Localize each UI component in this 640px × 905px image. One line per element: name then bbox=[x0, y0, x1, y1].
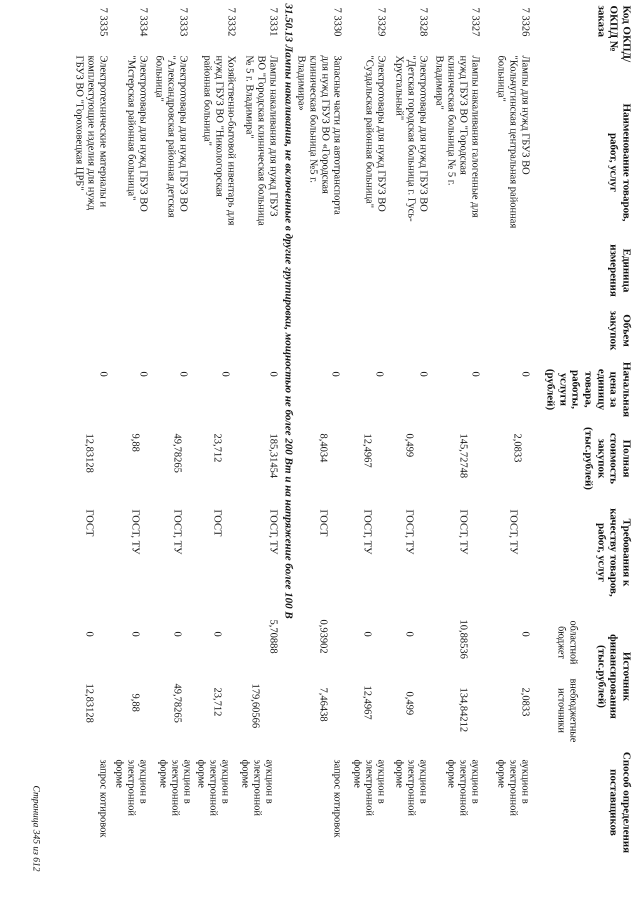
row-code: 7 3332 bbox=[225, 7, 237, 37]
row-code: 7 3335 bbox=[97, 7, 109, 37]
row-name: Лампы накаливания для нужд ГБУЗ ВО "Городская клиническая больница № 5 г. Владимира" bbox=[243, 55, 279, 226]
row-code: 7 3326 bbox=[519, 7, 531, 37]
header-financing-regional: областной бюджет bbox=[556, 620, 579, 665]
row-name: Лампы для нужд ГБУЗ ВО "Кольчугинская центральная районная больница" bbox=[495, 55, 531, 229]
row-code: 7 3333 bbox=[177, 7, 189, 37]
row-requirements: ГОСТ, ТУ bbox=[267, 509, 279, 555]
row-code: 7 3334 bbox=[137, 7, 149, 37]
row-regional: 0 bbox=[361, 631, 373, 637]
header-unit: Единица измерения bbox=[607, 244, 633, 297]
row-name: Электротовары для нужд ГБУЗ ВО "Суздальская районная больница" bbox=[363, 55, 387, 212]
row-code: 7 3329 bbox=[375, 7, 387, 37]
row-total: 0,499 bbox=[403, 433, 415, 458]
row-name: Электротовары для нужд ГБУЗ ВО "Александровская районная детская больница" bbox=[153, 55, 189, 218]
row-regional: 0 bbox=[129, 631, 141, 637]
row-requirements: ГОСТ, ТУ bbox=[457, 509, 469, 555]
row-method: аукцион в электронной форме bbox=[393, 759, 429, 817]
row-regional: 5,70888 bbox=[267, 619, 279, 654]
header-financing-offbudget: внебюджетные источники bbox=[556, 678, 579, 743]
row-offbudget: 49,78265 bbox=[171, 683, 183, 723]
row-regional: 0 bbox=[211, 631, 223, 637]
row-requirements: ГОСТ, ТУ bbox=[129, 509, 141, 555]
row-total: 8,4034 bbox=[317, 433, 329, 463]
row-requirements: ГОСТ bbox=[83, 509, 95, 537]
row-method: аукцион в электронной форме bbox=[445, 759, 481, 817]
row-requirements: ГОСТ bbox=[317, 509, 329, 537]
header-start-price: Начальная цена за единицу товара, работы, услуги (рублей) bbox=[544, 361, 633, 418]
row-requirements: ГОСТ bbox=[211, 509, 223, 537]
row-offbudget: 0,499 bbox=[403, 691, 415, 716]
row-volume: 0 bbox=[219, 371, 231, 377]
row-name: Лампы накаливания галогенные для нужд ГБУЗ ВО "Городская клиническая больница № 5 г. Владимира" bbox=[433, 55, 481, 218]
row-offbudget: 7,46438 bbox=[317, 687, 329, 722]
row-requirements: ГОСТ, ТУ bbox=[507, 509, 519, 555]
row-offbudget: 179,60566 bbox=[249, 683, 261, 729]
header-volume: Объем закупок bbox=[607, 310, 633, 351]
row-name: Хозяйственно-бытовой инвентарь для нужд ГБУЗ ВО "Никологорская районная больница" bbox=[201, 55, 237, 226]
row-name: Электротехнические материалы и комплектующие изделия для нужд ГБУЗ ВО "Гороховецкая ЦРБ" bbox=[73, 55, 109, 211]
row-method: аукцион в электронной форме bbox=[495, 759, 531, 817]
header-method: Способ определения поставщиков bbox=[607, 751, 633, 854]
row-method: аукцион в электронной форме bbox=[351, 759, 387, 817]
row-method: аукцион в электронной форме bbox=[113, 759, 149, 817]
row-name: Запасные части для автотранспорта для нужд ГБУЗ ВО «Городская клиническая больница №5 г. Владимира» bbox=[295, 55, 343, 215]
row-regional: 0 bbox=[83, 631, 95, 637]
row-regional: 10,88536 bbox=[457, 619, 469, 659]
row-requirements: ГОСТ, ТУ bbox=[171, 509, 183, 555]
row-volume: 0 bbox=[329, 371, 341, 377]
row-method: аукцион в электронной форме bbox=[157, 759, 193, 817]
row-offbudget: 9,88 bbox=[129, 693, 141, 712]
row-code: 7 3327 bbox=[469, 7, 481, 37]
row-regional: 0 bbox=[171, 631, 183, 637]
header-code: Код ОКПД/ ОКПД № заказа bbox=[595, 5, 633, 63]
row-method: запрос котировок bbox=[97, 759, 109, 838]
header-total-cost: Полная стоимость закупок (тыс.рублей) bbox=[582, 427, 633, 490]
row-volume: 0 bbox=[97, 371, 109, 377]
row-regional: 0 bbox=[519, 631, 531, 637]
row-code: 7 3331 bbox=[267, 7, 279, 37]
row-requirements: ГОСТ, ТУ bbox=[361, 509, 373, 555]
row-total: 23,712 bbox=[211, 433, 223, 463]
row-code: 7 3328 bbox=[417, 7, 429, 37]
row-total: 9,88 bbox=[129, 433, 141, 452]
row-offbudget: 134,84212 bbox=[457, 687, 469, 733]
page-number: Страница 345 из 612 bbox=[30, 785, 41, 872]
row-code: 7 3330 bbox=[331, 7, 343, 37]
group-text: Лампы накаливания, не включенные в другие группировки, мощностью не более 200 Вт и на напряжение более 100 В bbox=[282, 44, 295, 619]
row-volume: 0 bbox=[137, 371, 149, 377]
row-volume: 0 bbox=[177, 371, 189, 377]
header-financing: Источник финансирования (тыс.рублей) bbox=[595, 634, 633, 719]
row-requirements: ГОСТ, ТУ bbox=[403, 509, 415, 555]
row-total: 185,31454 bbox=[267, 433, 279, 479]
row-total: 2,0833 bbox=[511, 433, 523, 463]
row-total: 12,4967 bbox=[361, 433, 373, 468]
rotated-sheet bbox=[1, 0, 640, 905]
header-requirements: Требования к качеству товаров, работ, услуг bbox=[595, 508, 633, 597]
row-volume: 0 bbox=[519, 371, 531, 377]
row-regional: 0 bbox=[403, 631, 415, 637]
group-heading bbox=[282, 4, 295, 619]
row-volume: 0 bbox=[417, 371, 429, 377]
row-regional: 0,93902 bbox=[317, 619, 329, 654]
row-volume: 0 bbox=[373, 371, 385, 377]
row-name: Электротовары для нужд ГБУЗ ВО "Детская городская больница г. Гусь-Хрустальный" bbox=[393, 55, 429, 222]
row-total: 145,72748 bbox=[457, 433, 469, 479]
row-volume: 0 bbox=[267, 371, 279, 377]
row-name: Электротовары для нужд ГБУЗ ВО "Мстерская районная больница" bbox=[125, 55, 149, 212]
row-offbudget: 23,712 bbox=[211, 687, 223, 717]
row-total: 12,83128 bbox=[83, 433, 95, 473]
row-total: 49,78265 bbox=[171, 433, 183, 473]
row-volume: 0 bbox=[469, 371, 481, 377]
row-offbudget: 2,0833 bbox=[519, 687, 531, 717]
row-method: аукцион в электронной форме bbox=[195, 759, 231, 817]
group-code: 31.50.13 bbox=[282, 3, 295, 42]
header-name: Наименование товаров, работ, услуг bbox=[607, 103, 633, 222]
row-offbudget: 12,83128 bbox=[83, 683, 95, 723]
row-offbudget: 12,4967 bbox=[361, 685, 373, 720]
row-method: аукцион в электронной форме bbox=[239, 759, 275, 817]
row-method: запрос котировок bbox=[331, 759, 343, 838]
